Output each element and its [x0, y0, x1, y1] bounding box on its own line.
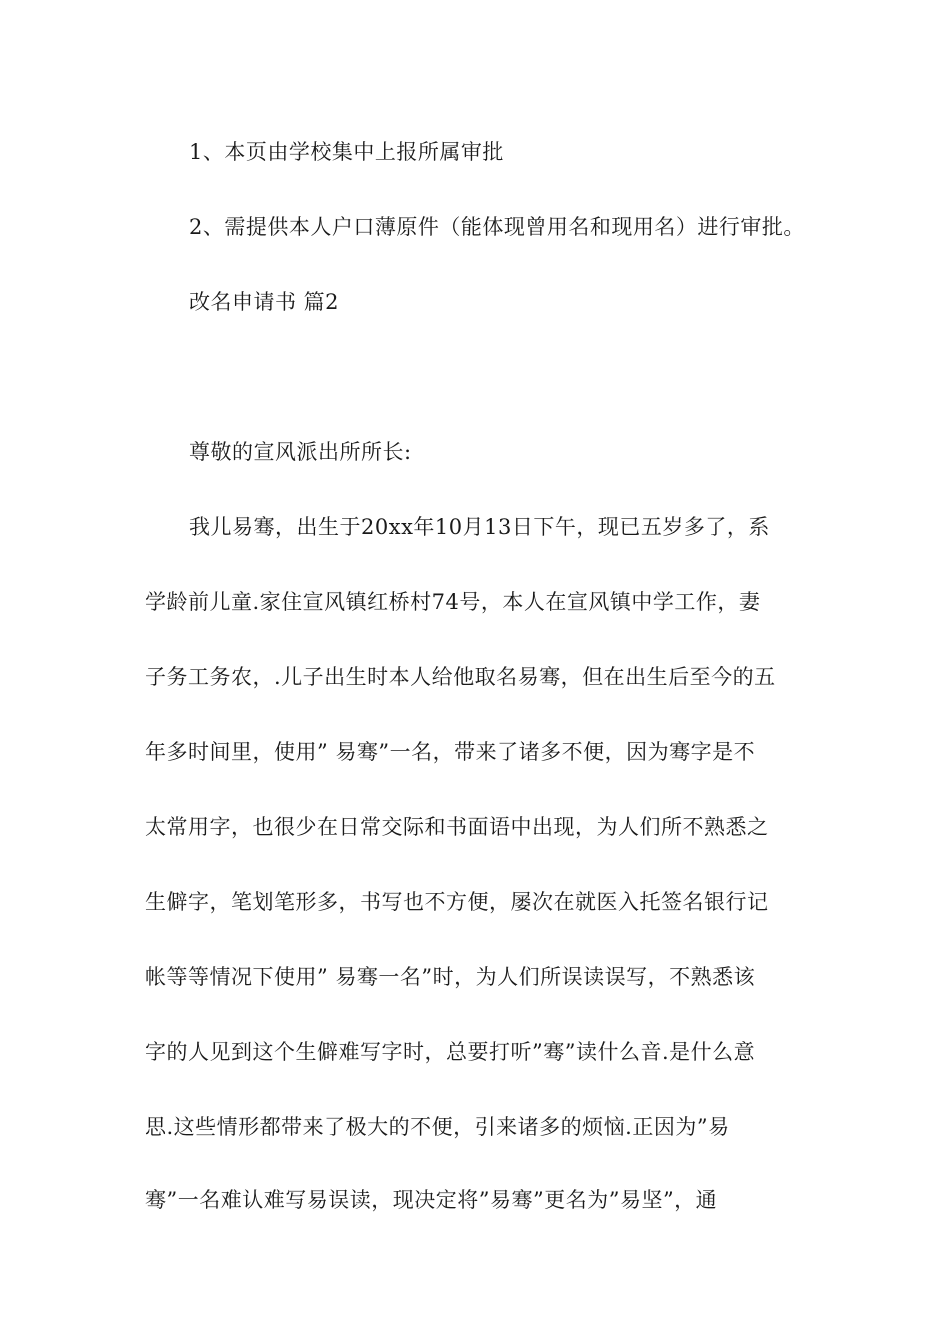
body-line-5: 太常用字，也很少在日常交际和书面语中出现，为人们所不熟悉之 [145, 815, 769, 839]
body-line-10: 骞”一名难认难写易误读，现决定将”易骞”更名为”易坚”，通 [145, 1188, 718, 1212]
body-line-7: 帐等等情况下使用” 易骞一名”时，为人们所误读误写，不熟悉该 [145, 965, 756, 989]
body-line-2: 学龄前儿童.家住宣风镇红桥村74号，本人在宣风镇中学工作，妻 [145, 590, 761, 614]
body-line-8: 字的人见到这个生僻难写字时，总要打听”骞”读什么音.是什么意 [145, 1040, 756, 1064]
salutation: 尊敬的宣风派出所所长: [189, 440, 412, 464]
note-line-2: 2、需提供本人户口薄原件（能体现曾用名和现用名）进行审批。 [189, 215, 805, 239]
section-title: 改名申请书 篇2 [189, 290, 340, 314]
body-line-6: 生僻字，笔划笔形多，书写也不方便，屡次在就医入托签名银行记 [145, 890, 769, 914]
body-line-9: 思.这些情形都带来了极大的不便，引来诸多的烦恼.正因为”易 [145, 1115, 730, 1139]
note-line-1: 1、本页由学校集中上报所属审批 [189, 140, 504, 164]
body-line-4: 年多时间里，使用” 易骞”一名，带来了诸多不便，因为骞字是不 [145, 740, 756, 764]
body-line-1: 我儿易骞，出生于20xx年10月13日下午，现已五岁多了，系 [189, 515, 770, 539]
body-line-3: 子务工务农，.儿子出生时本人给他取名易骞，但在出生后至今的五 [145, 665, 776, 689]
